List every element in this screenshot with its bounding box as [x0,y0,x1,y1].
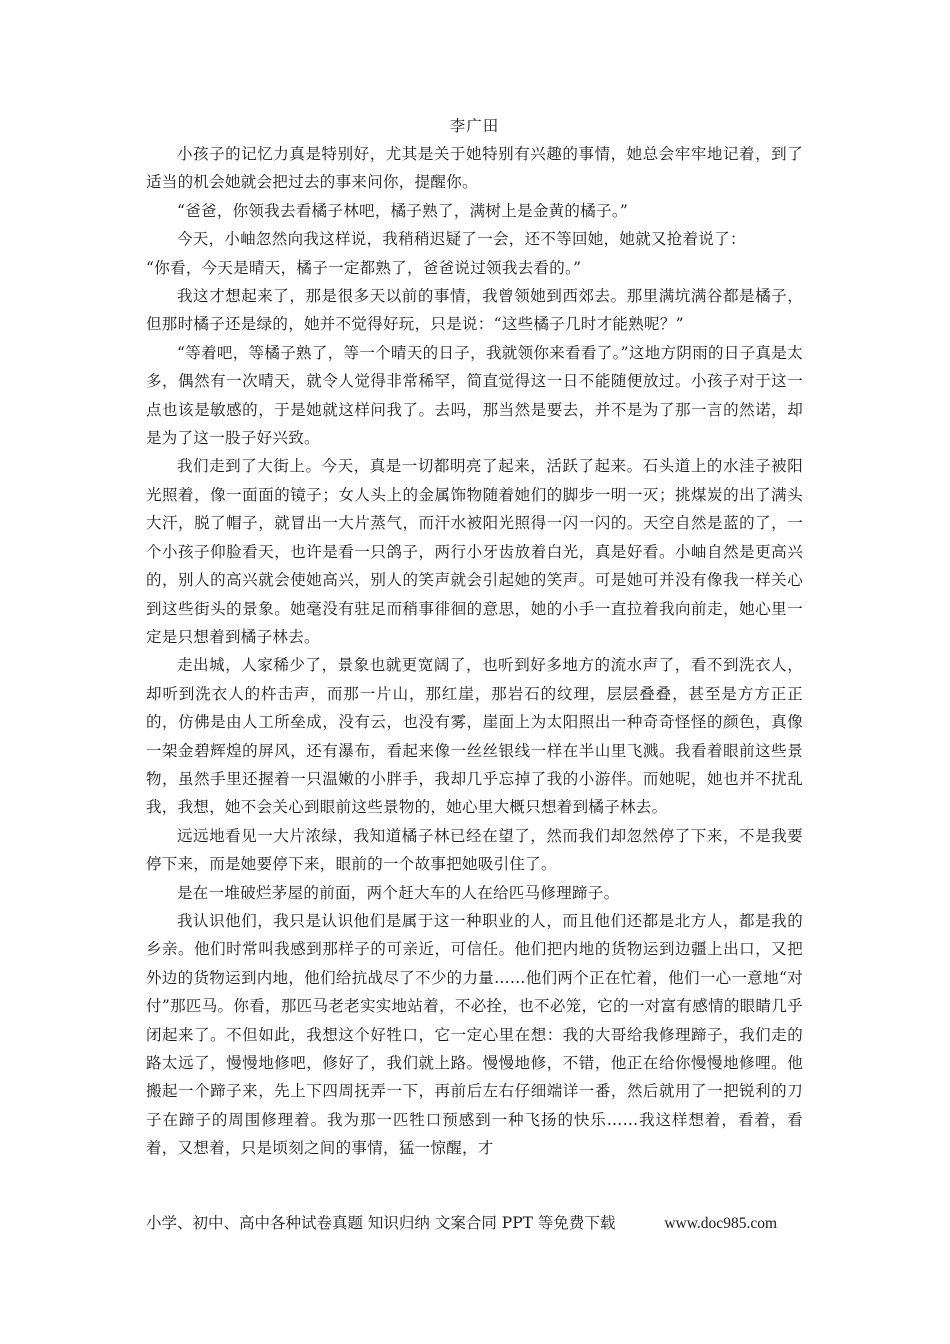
paragraph: 走出城，人家稀少了，景象也就更宽阔了，也听到好多地方的流水声了，看不到洗衣人，却听到洗衣人的杵击声，而那一片山，那红崖，那岩石的纹理，层层叠叠，甚至是方方正正的，仿佛是由人工所垒成，没有云，也没有雾，崖面上为太阳照出一种奇奇怪怪的颜色，真像一架金碧辉煌的屏风，还有瀑布，看起来像一丝丝银线一样在半山里飞溅。我看着眼前这些景物，虽然手里还握着一只温嫩的小胖手，我却几乎忘掉了我的小游伴。而她呢，她也并不扰乱我，我想，她不会关心到眼前这些景物的，她心里大概只想着到橘子林去。 [146,656,803,817]
paragraph: 我认识他们，我只是认识他们是属于这一种职业的人，而且他们还都是北方人，都是我的乡亲。他们时常叫我感到那样子的可亲近，可信任。他们把内地的货物运到边疆上出口，又把外边的货物运到内地，他们给抗战尽了不少的力量……他们两个正在忙着，他们一心一意地“对付”那匹马。你看，那匹马老老实实地站着，不必拴，也不必笼，它的一对富有感情的眼睛几乎闭起来了。不但如此，我想这个好牲口，它一定心里在想：我的大哥给我修理蹄子，我们走的路太远了，慢慢地修吧，修好了，我们就上路。慢慢地修，不错，他正在给你慢慢地修哩。他搬起一个蹄子来，先上下四周抚弄一下，再前后左右仔细端详一番，然后就用了一把锐利的刀子在蹄子的周围修理着。我为那一匹牲口预感到一种飞扬的快乐……我这样想着，看着，看着，又想着，只是顷刻之间的事情，猛一惊醒，才 [146,911,803,1158]
author-name: 李广田 [449,117,500,135]
page-footer [146,1211,826,1236]
paragraph: “等着吧，等橘子熟了，等一个晴天的日子，我就领你来看看了。”这地方阴雨的日子真是太多，偶然有一次晴天，就令人觉得非常稀罕，简直觉得这一日不能随便放过。小孩子对于这一点也该是敏感的，于是她就这样问我了。去吗，那当然是要去，并不是为了那一言的然诺，却是为了这一股子好兴致。 [146,343,803,448]
paragraph: “你看，今天是晴天，橘子一定都熟了，爸爸说过领我去看的。” [146,258,582,277]
paragraph: 是在一堆破烂茅屋的前面，两个赶大车的人在给匹马修理蹄子。 [177,883,620,902]
footer-text: 小学、初中、高中各种试卷真题 知识归纳 文案合同 PPT 等免费下载 [146,1214,616,1232]
paragraph: 小孩子的记忆力真是特别好，尤其是关于她特别有兴趣的事情，她总会牢牢地记着，到了适当的机会她就会把过去的事来问你，提醒你。 [146,145,803,192]
paragraph: 今天，小岫忽然向我这样说，我稍稍迟疑了一会，还不等回她，她就又抢着说了： [177,230,746,249]
paragraph: 我们走到了大街上。今天，真是一切都明亮了起来，活跃了起来。石头道上的水洼子被阳光照着，像一面面的镜子；女人头上的金属饰物随着她们的脚步一明一灭；挑煤炭的出了满头大汗，脱了帽子，就冒出一大片蒸气，而汗水被阳光照得一闪一闪的。天空自然是蓝的了，一个小孩子仰脸看天，也许是看一只鸽子，两行小牙齿放着白光，真是好看。小岫自然是更高兴的，别人的高兴就会使她高兴，别人的笑声就会引起她的笑声。可是她可并没有像我一样关心到这些街头的景象。她毫没有驻足而稍事徘徊的意思，她的小手一直拉着我向前走，她心里一定是只想着到橘子林去。 [146,457,803,646]
paragraph: “爸爸，你领我去看橘子林吧，橘子熟了，满树上是金黄的橘子。” [177,201,629,220]
paragraph: 我这才想起来了，那是很多天以前的事情，我曾领她到西郊去。那里满坑满谷都是橘子，但那时橘子还是绿的，她并不觉得好玩，只是说：“这些橘子几时才能熟呢？” [146,287,803,334]
paragraph: 远远地看见一大片浓绿，我知道橘子林已经在望了，然而我们却忽然停了下来，不是我要停下来，而是她要停下来，眼前的一个故事把她吸引住了。 [146,826,803,874]
article [146,112,803,1163]
footer-site-link[interactable]: www.doc985.com [664,1215,777,1232]
